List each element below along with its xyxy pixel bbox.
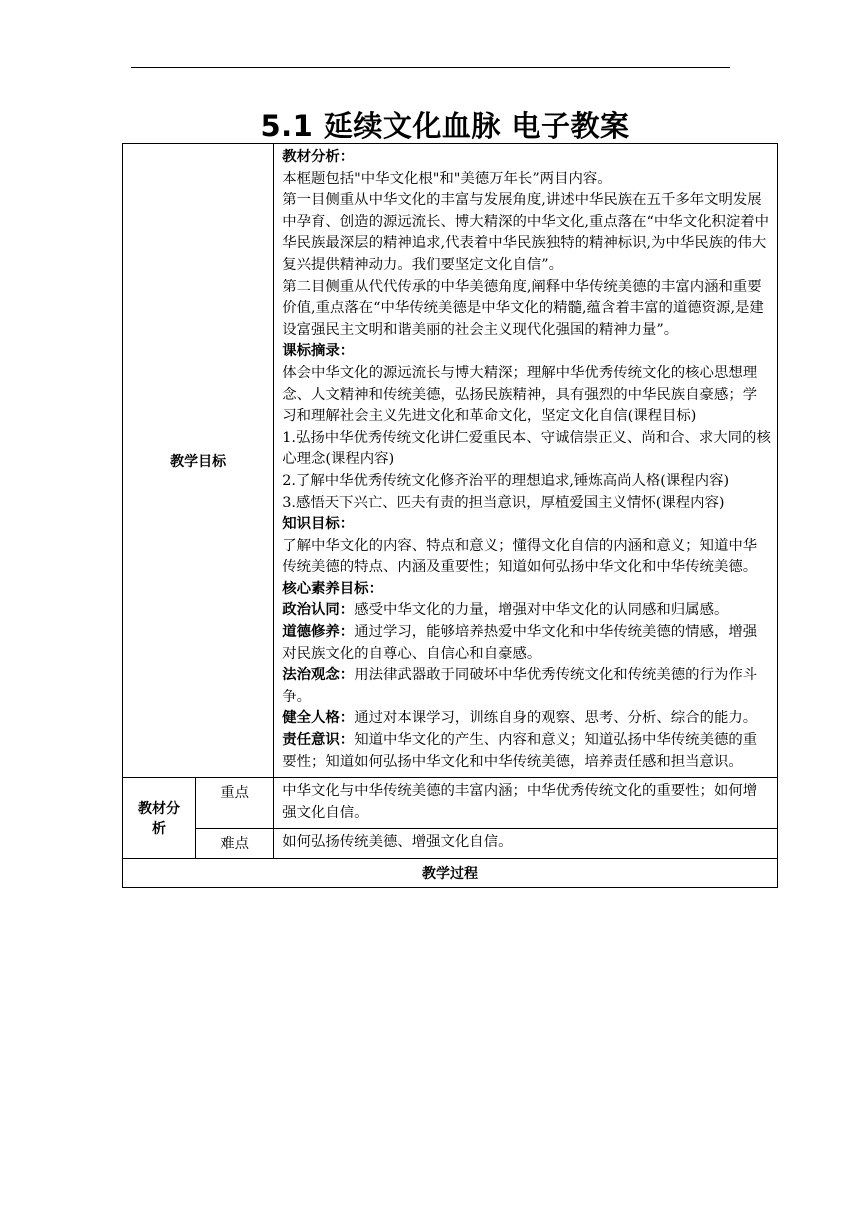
core-item-text: 感受中华文化的力量，增强对中华文化的认同感和归属感。 — [354, 602, 729, 619]
core-item-label: 法治观念： — [282, 667, 355, 684]
page-title: 5.1 延续文化血脉 电子教案 — [260, 109, 630, 143]
process-label: 教学过程 — [123, 859, 778, 888]
goals-row — [123, 144, 778, 778]
core-item-text: 知道中华文化的产生、内容和意义；知道弘扬中华传统美德的重要性；知道如何弘扬中华文化和中华传统美德，培养责任感和担当意识。 — [282, 732, 758, 770]
goals-content — [274, 144, 778, 778]
lesson-plan-table — [122, 143, 778, 888]
core-item-label: 政治认同： — [282, 602, 355, 619]
core-item-text: 用法律武器敢于同破坏中华优秀传统文化和传统美德的行为作斗争。 — [282, 667, 758, 705]
section-heading-knowledge: 知识目标： — [282, 516, 355, 533]
paragraph: 本框题包括"中华文化根"和"美德万年长”两目内容。 — [282, 170, 612, 187]
difficulty-row — [123, 829, 778, 859]
key-row — [123, 778, 778, 829]
difficulty-text: 如何弘扬传统美德、增强文化自信。 — [274, 829, 778, 859]
core-item — [282, 622, 771, 665]
process-row — [123, 859, 778, 888]
core-item-label: 道德修养： — [282, 624, 355, 641]
paragraph: 了解中华文化的内容、特点和意义；懂得文化自信的内涵和意义；知道中华传统美德的特点、内涵及重要性；知道如何弘扬中华文化和中华传统美德。 — [282, 537, 758, 576]
core-item-label: 责任意识： — [282, 732, 355, 749]
section-heading-standard: 课标摘录： — [282, 343, 355, 360]
paragraph: 第一目侧重从中华文化的丰富与发展角度,讲述中华民族在五千多年文明发展中孕育、创造的源远流长、博大精深的中华文化,重点落在“中华文化积淀着中华民族最深层的精神追求,代表着中华民族独特的精神标识,为中华民族的伟大复兴提供精神动力。我们要坚定文化自信”。 — [282, 192, 770, 273]
section-heading-core: 核心素养目标： — [282, 580, 383, 597]
core-item — [282, 600, 771, 622]
core-item — [282, 730, 771, 773]
section-heading-textbook: 教材分析： — [282, 149, 355, 165]
paragraph: 体会中华文化的源远流长与博大精深；理解中华优秀传统文化的核心思想理念、人文精神和传统美德，弘扬民族精神，具有强烈的中华民族自豪感；学习和理解社会主义先进文化和革命文化，坚定文化自信(课程目标) — [282, 364, 758, 425]
goals-label: 教学目标 — [123, 144, 274, 778]
header-rule — [131, 67, 730, 68]
difficulty-label: 难点 — [196, 829, 274, 859]
core-item-text: 通过学习，能够培养热爱中华文化和中华传统美德的情感，增强对民族文化的自尊心、自信心和自豪感。 — [282, 624, 758, 662]
paragraph: 第二目侧重从代代传承的中华美德角度,阐释中华传统美德的丰富内涵和重要价值,重点落在“中华传统美德是中华文化的精髓,蕴含着丰富的道德资源,是建设富强民主文明和谐美丽的社会主义现代化强国的精神力量”。 — [282, 278, 764, 338]
core-item — [282, 708, 771, 730]
analysis-label: 教材分析 — [123, 778, 196, 859]
core-item — [282, 665, 771, 708]
paragraph: 1.弘扬中华优秀传统文化讲仁爱重民本、守诚信崇正义、尚和合、求大同的核心理念(课程内容) — [282, 429, 771, 468]
key-text: 中华文化与中华传统美德的丰富内涵；中华优秀传统文化的重要性；如何增强文化自信。 — [274, 778, 778, 829]
paragraph: 2.了解中华优秀传统文化修齐治平的理想追求,锤炼高尚人格(课程内容) — [282, 472, 730, 489]
core-item-label: 健全人格： — [282, 710, 355, 727]
core-item-text: 通过对本课学习，训练自身的观察、思考、分析、综合的能力。 — [354, 710, 758, 727]
paragraph: 3.感悟天下兴亡、匹夫有责的担当意识，厚植爱国主义情怀(课程内容) — [282, 494, 725, 511]
key-label: 重点 — [196, 778, 274, 829]
